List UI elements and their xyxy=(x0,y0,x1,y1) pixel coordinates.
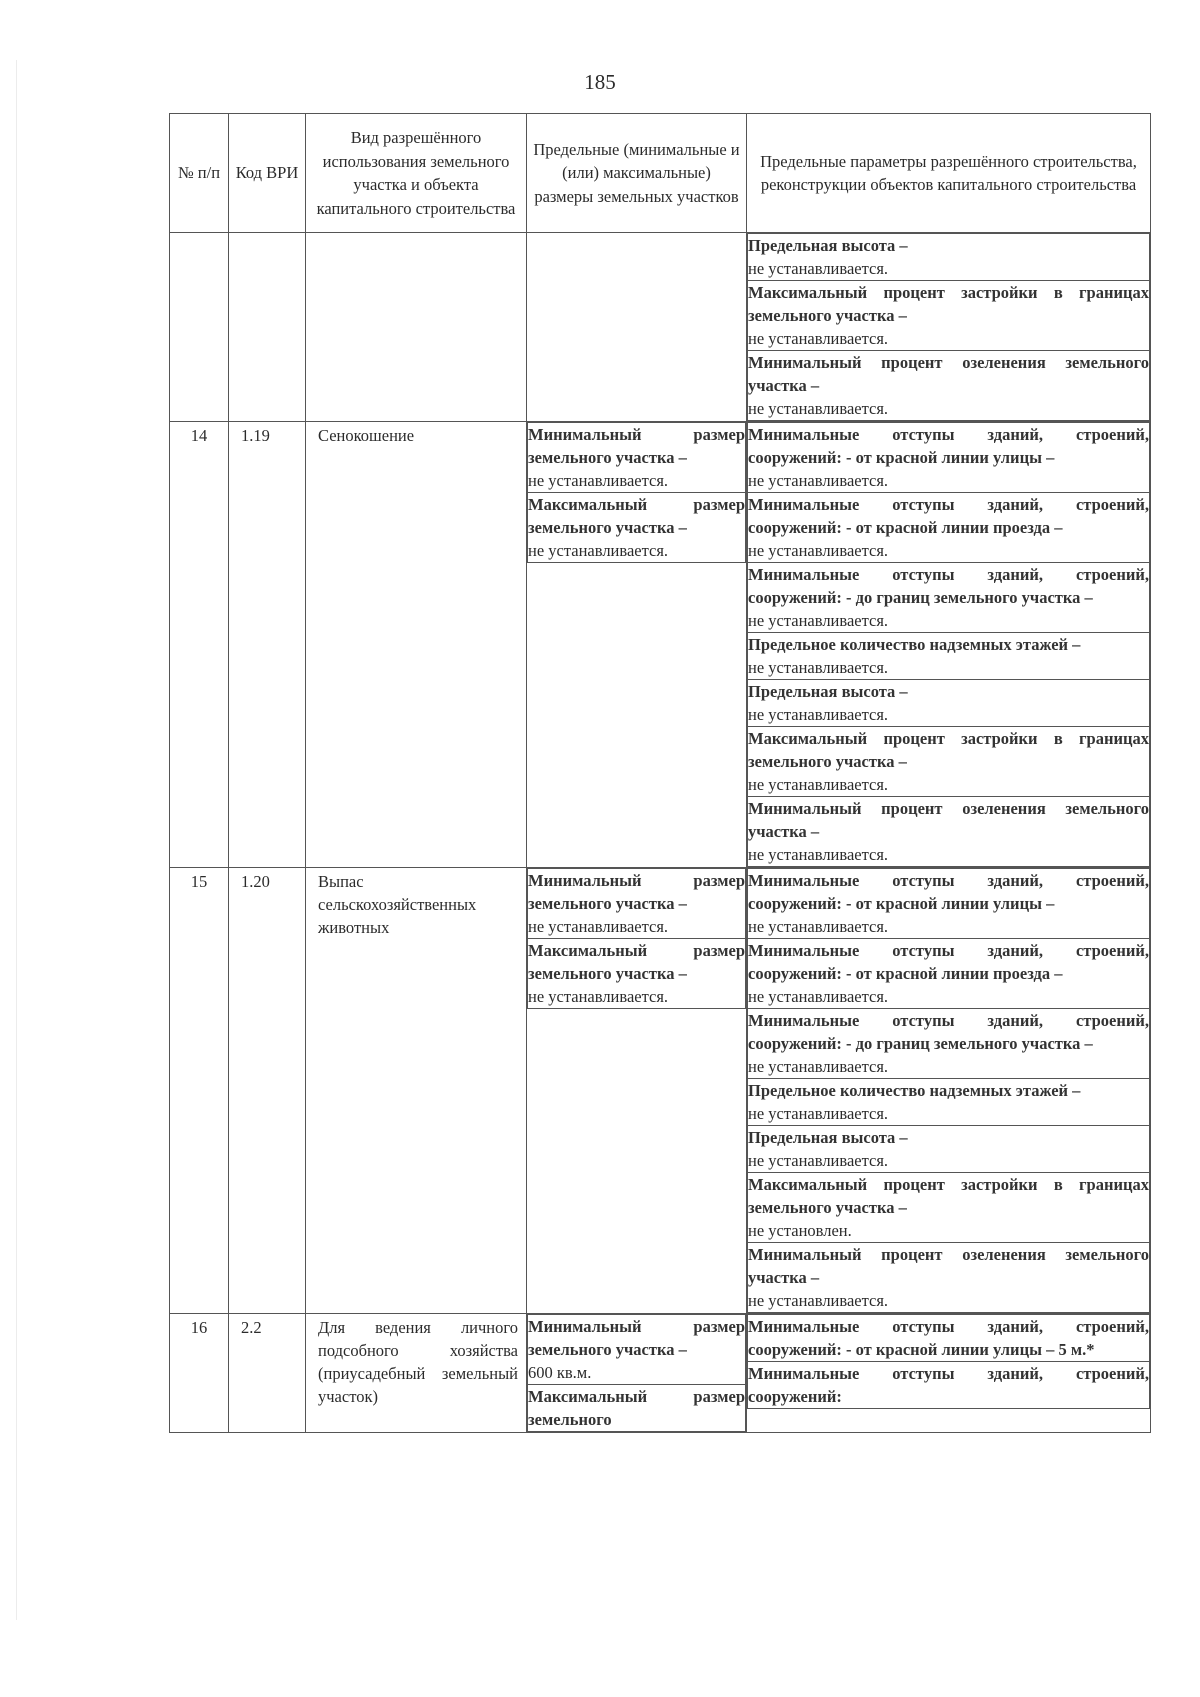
sizes-item xyxy=(528,423,746,493)
regulations-table xyxy=(169,113,1151,1433)
cell-num: 16 xyxy=(170,1314,229,1433)
sizes-plain: 600 кв.м. xyxy=(528,1363,592,1382)
params-item xyxy=(748,797,1150,867)
cell-kind: Для ведения личного подсобного хозяйства (приусадебный земельный участок) xyxy=(306,1314,527,1433)
params-item xyxy=(748,939,1150,1009)
cell-size xyxy=(527,233,747,422)
cell-num: 14 xyxy=(170,422,229,868)
header-params: Предельные параметры разрешённого строительства, реконструкции объектов капитального строительства xyxy=(747,114,1151,233)
cell-params xyxy=(747,422,1151,868)
params-plain: не устанавливается. xyxy=(748,987,889,1006)
cell-kind: Сенокошение xyxy=(306,422,527,868)
params-bold: Минимальные отступы зданий, строений, сооружений: - от красной линии улицы – xyxy=(748,425,1149,467)
table-row xyxy=(170,422,1151,868)
params-plain: не установлен. xyxy=(748,1221,852,1240)
params-item xyxy=(748,1362,1150,1409)
header-num: № п/п xyxy=(170,114,229,233)
params-stack xyxy=(747,233,1150,421)
params-item xyxy=(748,1009,1150,1079)
params-bold: Минимальные отступы зданий, строений, сооружений: - от красной линии улицы – 5 м.* xyxy=(748,1317,1149,1359)
cell-code: 1.19 xyxy=(229,422,306,868)
params-item xyxy=(748,1126,1150,1173)
params-item xyxy=(748,869,1150,939)
param-item xyxy=(748,351,1150,421)
sizes-item xyxy=(528,493,746,563)
page-number: 185 xyxy=(584,70,616,94)
params-item xyxy=(748,1315,1150,1362)
cell-params xyxy=(747,233,1151,422)
params-bold: Предельное количество надземных этажей – xyxy=(748,1081,1081,1100)
sizes-bold: Максимальный размер земельного xyxy=(528,1387,745,1429)
cell-size xyxy=(527,868,747,1314)
params-bold: Максимальный процент застройки в границах земельного участка – xyxy=(748,729,1149,771)
params-item xyxy=(748,1079,1150,1126)
sizes-item xyxy=(528,939,746,1009)
sizes-item xyxy=(528,1385,746,1432)
cell-size xyxy=(527,1314,747,1433)
params-bold: Предельная высота – xyxy=(748,1128,908,1147)
sizes-bold: Максимальный размер земельного участка – xyxy=(528,495,745,537)
params-item xyxy=(748,633,1150,680)
cell-code: 2.2 xyxy=(229,1314,306,1433)
sizes-plain: не устанавливается. xyxy=(528,917,669,936)
param-plain: не устанавливается. xyxy=(748,399,889,418)
params-stack xyxy=(747,1314,1150,1409)
param-bold: Максимальный процент застройки в границах земельного участка – xyxy=(748,283,1149,325)
sizes-plain: не устанавливается. xyxy=(528,987,669,1006)
table-row xyxy=(170,1314,1151,1433)
table-body xyxy=(170,233,1151,1433)
param-item xyxy=(748,281,1150,351)
params-plain: не устанавливается. xyxy=(748,541,889,560)
table-row xyxy=(170,868,1151,1314)
params-bold: Минимальные отступы зданий, строений, сооружений: - от красной линии улицы – xyxy=(748,871,1149,913)
header-kind: Вид разрешённого использования земельного участка и объекта капитального строительства xyxy=(306,114,527,233)
params-bold: Предельное количество надземных этажей – xyxy=(748,635,1081,654)
param-item xyxy=(748,234,1150,281)
cell-num xyxy=(170,233,229,422)
cell-params xyxy=(747,868,1151,1314)
cell-kind xyxy=(306,233,527,422)
param-plain: не устанавливается. xyxy=(748,329,889,348)
params-plain: не устанавливается. xyxy=(748,1104,889,1123)
table-row-continuation xyxy=(170,233,1151,422)
param-plain: не устанавливается. xyxy=(748,259,889,278)
params-plain: не устанавливается. xyxy=(748,611,889,630)
params-plain: не устанавливается. xyxy=(748,1291,889,1310)
params-item xyxy=(748,493,1150,563)
params-bold: Предельная высота – xyxy=(748,682,908,701)
header-code: Код ВРИ xyxy=(229,114,306,233)
params-bold: Минимальные отступы зданий, строений, сооружений: - от красной линии проезда – xyxy=(748,941,1149,983)
params-stack xyxy=(747,422,1150,867)
sizes-plain: не устанавливается. xyxy=(528,471,669,490)
sizes-stack xyxy=(527,422,746,563)
params-plain: не устанавливается. xyxy=(748,917,889,936)
params-bold: Минимальные отступы зданий, строений, сооружений: xyxy=(748,1364,1149,1406)
params-bold: Минимальный процент озеленения земельного участка – xyxy=(748,1245,1149,1287)
sizes-stack xyxy=(527,868,746,1009)
param-bold: Минимальный процент озеленения земельного участка – xyxy=(748,353,1149,395)
params-bold: Минимальные отступы зданий, строений, сооружений: - до границ земельного участка – xyxy=(748,565,1149,607)
sizes-stack xyxy=(527,1314,746,1432)
params-item xyxy=(748,727,1150,797)
scan-edge-mark xyxy=(16,60,17,1620)
params-item xyxy=(748,1243,1150,1313)
cell-code xyxy=(229,233,306,422)
cell-num: 15 xyxy=(170,868,229,1314)
cell-kind: Выпас сельскохозяйственных животных xyxy=(306,868,527,1314)
cell-size xyxy=(527,422,747,868)
sizes-bold: Минимальный размер земельного участка – xyxy=(528,425,745,467)
params-item xyxy=(748,680,1150,727)
params-item xyxy=(748,423,1150,493)
sizes-item xyxy=(528,869,746,939)
params-plain: не устанавливается. xyxy=(748,658,889,677)
params-plain: не устанавливается. xyxy=(748,775,889,794)
sizes-bold: Максимальный размер земельного участка – xyxy=(528,941,745,983)
header-size: Предельные (минимальные и (или) максимальные) размеры земельных участков xyxy=(527,114,747,233)
sizes-bold: Минимальный размер земельного участка – xyxy=(528,1317,745,1359)
params-bold: Максимальный процент застройки в границах земельного участка – xyxy=(748,1175,1149,1217)
sizes-plain: не устанавливается. xyxy=(528,541,669,560)
params-plain: не устанавливается. xyxy=(748,471,889,490)
param-bold: Предельная высота – xyxy=(748,236,908,255)
sizes-bold: Минимальный размер земельного участка – xyxy=(528,871,745,913)
table-header-row xyxy=(170,114,1151,233)
params-stack xyxy=(747,868,1150,1313)
params-item xyxy=(748,1173,1150,1243)
params-plain: не устанавливается. xyxy=(748,1151,889,1170)
params-plain: не устанавливается. xyxy=(748,845,889,864)
params-plain: не устанавливается. xyxy=(748,705,889,724)
params-plain: не устанавливается. xyxy=(748,1057,889,1076)
cell-params xyxy=(747,1314,1151,1433)
params-bold: Минимальные отступы зданий, строений, сооружений: - до границ земельного участка – xyxy=(748,1011,1149,1053)
params-bold: Минимальные отступы зданий, строений, сооружений: - от красной линии проезда – xyxy=(748,495,1149,537)
params-item xyxy=(748,563,1150,633)
params-bold: Минимальный процент озеленения земельного участка – xyxy=(748,799,1149,841)
sizes-item xyxy=(528,1315,746,1385)
cell-code: 1.20 xyxy=(229,868,306,1314)
